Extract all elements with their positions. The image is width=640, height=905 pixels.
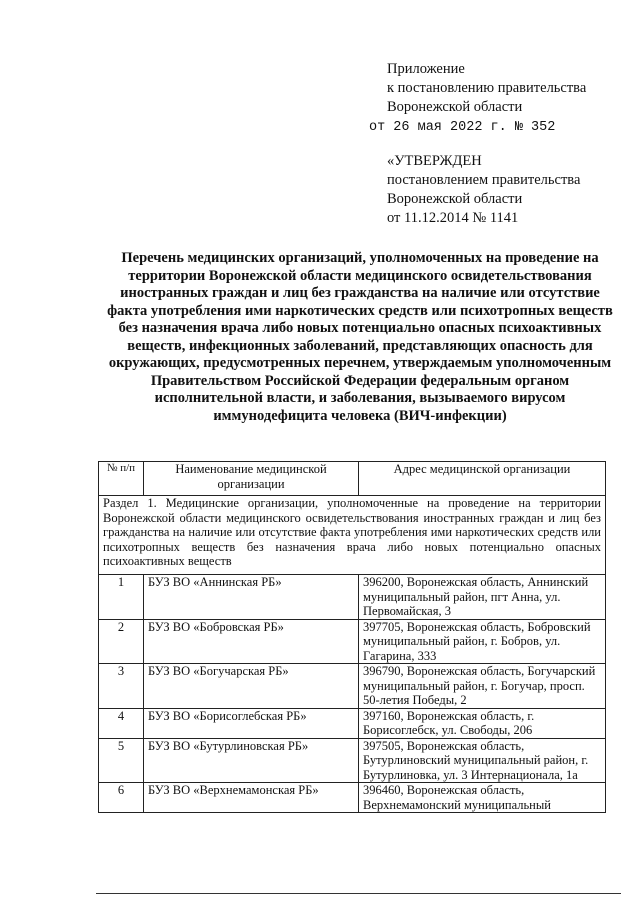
row-org-name: БУЗ ВО «Борисоглебская РБ» bbox=[144, 708, 359, 738]
row-org-name: БУЗ ВО «Бобровская РБ» bbox=[144, 619, 359, 664]
appendix-line-2: к постановлению правительства bbox=[387, 80, 587, 96]
section-row bbox=[99, 496, 606, 575]
row-org-name: БУЗ ВО «Богучарская РБ» bbox=[144, 664, 359, 709]
approved-block bbox=[387, 152, 580, 228]
row-number: 4 bbox=[99, 708, 144, 738]
approved-line-1: «УТВЕРЖДЕН bbox=[387, 153, 482, 169]
row-number: 1 bbox=[99, 575, 144, 620]
row-address: 397705, Воронежская область, Бобровский муниципальный район, г. Бобров, ул. Гагарина, 333 bbox=[359, 619, 606, 664]
table-row bbox=[99, 783, 606, 813]
appendix-date-number: от 26 мая 2022 г. № 352 bbox=[369, 120, 556, 135]
table-header-row bbox=[99, 462, 606, 496]
row-org-name: БУЗ ВО «Верхнемамонская РБ» bbox=[144, 783, 359, 813]
table-row bbox=[99, 575, 606, 620]
row-address: 396790, Воронежская область, Богучарский муниципальный район, г. Богучар, просп. 50-летия Победы, 2 bbox=[359, 664, 606, 709]
approved-line-3: Воронежской области bbox=[387, 191, 523, 207]
appendix-line-3: Воронежской области bbox=[387, 99, 523, 115]
table-row bbox=[99, 664, 606, 709]
appendix-block bbox=[369, 60, 587, 137]
approved-line-4: от 11.12.2014 № 1141 bbox=[387, 210, 519, 226]
row-address: 397505, Воронежская область, Бутурлиновский муниципальный район, г. Бутурлиновка, ул. 3 Интернационала, 1а bbox=[359, 738, 606, 783]
row-address: 396200, Воронежская область, Аннинский муниципальный район, пгт Анна, ул. Первомайская, 3 bbox=[359, 575, 606, 620]
approved-line-2: постановлением правительства bbox=[387, 172, 581, 188]
header-address: Адрес медицинской организации bbox=[359, 462, 606, 496]
row-address: 397160, Воронежская область, г. Борисоглебск, ул. Свободы, 206 bbox=[359, 708, 606, 738]
appendix-line-1: Приложение bbox=[387, 61, 465, 77]
page-bottom-rule bbox=[96, 893, 621, 894]
header-number: № п/п bbox=[99, 462, 144, 496]
row-org-name: БУЗ ВО «Бутурлиновская РБ» bbox=[144, 738, 359, 783]
document-title: Перечень медицинских организаций, уполномоченных на проведение на территории Воронежской области медицинского освидетельствования иностранных граждан и лиц без гражданства на наличие или отсутствие факта употребления ими наркотических средств или психотропных веществ без назначения врача либо новых потенциально опасных психоактивных веществ, инфекционных заболеваний, представляющих опасность для окружающих, предусмотренных перечнем, утверждаемым уполномоченным Правительством Российской Федерации федеральным органом исполнительной власти, и заболевания, вызываемого вирусом иммунодефицита человека (ВИЧ-инфекции) bbox=[107, 250, 613, 424]
row-number: 2 bbox=[99, 619, 144, 664]
organizations-table bbox=[98, 461, 606, 813]
row-number: 5 bbox=[99, 738, 144, 783]
row-address: 396460, Воронежская область, Верхнемамонский муниципальный bbox=[359, 783, 606, 813]
table-row bbox=[99, 738, 606, 783]
table-row bbox=[99, 619, 606, 664]
header-name: Наименование медицинской организации bbox=[144, 462, 359, 496]
section-title: Раздел 1. Медицинские организации, уполномоченные на проведение на территории Воронежской области медицинского освидетельствования иностранных граждан и лиц без гражданства на наличие или отсутствие факта употребления ими наркотических средств или психотропных веществ без назначения врача либо новых потенциально опасных психоактивных веществ bbox=[99, 496, 606, 575]
table-row bbox=[99, 708, 606, 738]
row-number: 3 bbox=[99, 664, 144, 709]
row-org-name: БУЗ ВО «Аннинская РБ» bbox=[144, 575, 359, 620]
row-number: 6 bbox=[99, 783, 144, 813]
